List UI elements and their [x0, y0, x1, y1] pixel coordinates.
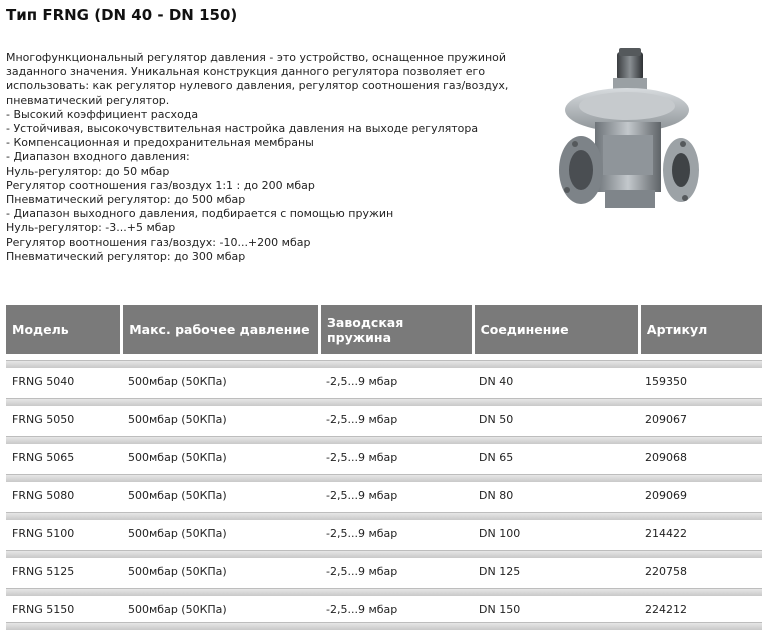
- table-row: [6, 588, 762, 626]
- cell-article: 214422: [645, 527, 687, 540]
- description-line: Нуль-регулятор: -3...+5 мбар: [6, 221, 176, 235]
- cell-spring: -2,5...9 мбар: [326, 375, 398, 388]
- cell-connection: DN 100: [479, 527, 521, 540]
- cell-spring: -2,5...9 мбар: [326, 565, 398, 578]
- description-line: Регулятор воотношения газ/воздух: -10...+200 мбар: [6, 235, 311, 249]
- cell-article: 220758: [645, 565, 687, 578]
- page-title: Тип FRNG (DN 40 - DN 150): [6, 6, 238, 24]
- column-header-model: Модель: [6, 305, 120, 354]
- table-row: [6, 512, 762, 550]
- cell-pressure: 500мбар (50КПа): [128, 451, 227, 464]
- cell-pressure: 500мбар (50КПа): [128, 565, 227, 578]
- cell-connection: DN 125: [479, 565, 521, 578]
- column-header-article: Артикул: [641, 305, 762, 354]
- table-row: [6, 398, 762, 436]
- cell-connection: DN 150: [479, 603, 521, 616]
- specs-table: [6, 305, 762, 626]
- description-line: - Устойчивая, высокочувствительная настройка давления на выходе регулятора: [6, 122, 479, 136]
- cell-article: 209067: [645, 413, 687, 426]
- description-line: - Компенсационная и предохранительная мембраны: [6, 136, 314, 150]
- cell-pressure: 500мбар (50КПа): [128, 489, 227, 502]
- column-header-connection: Соединение: [475, 305, 638, 354]
- cell-article: 209069: [645, 489, 687, 502]
- description-line: пневматический регулятор.: [6, 93, 170, 107]
- cell-model: FRNG 5050: [12, 413, 75, 426]
- cell-model: FRNG 5065: [12, 451, 75, 464]
- column-header-spring: Заводская пружина: [321, 305, 472, 354]
- cell-connection: DN 65: [479, 451, 514, 464]
- cell-model: FRNG 5040: [12, 375, 75, 388]
- description-line: Нуль-регулятор: до 50 мбар: [6, 164, 170, 178]
- cell-spring: -2,5...9 мбар: [326, 527, 398, 540]
- valve-product-image: [545, 40, 705, 240]
- description-line: Пневматический регулятор: до 300 мбар: [6, 249, 246, 263]
- column-header-pressure: Макс. рабочее давление: [123, 305, 318, 354]
- table-row: [6, 550, 762, 588]
- description-line: заданного значения. Уникальная конструкция данного регулятора позволяет его: [6, 65, 486, 79]
- description-line: - Диапазон выходного давления, подбирается с помощью пружин: [6, 207, 394, 221]
- cell-connection: DN 50: [479, 413, 514, 426]
- cell-article: 159350: [645, 375, 687, 388]
- row-separator: [6, 398, 762, 406]
- table-row: [6, 436, 762, 474]
- cell-model: FRNG 5100: [12, 527, 75, 540]
- description-line: использовать: как регулятор нулевого давления, регулятор соотношения газ/воздух,: [6, 79, 509, 93]
- product-description: [6, 51, 511, 264]
- cell-spring: -2,5...9 мбар: [326, 451, 398, 464]
- cell-model: FRNG 5080: [12, 489, 75, 502]
- cell-connection: DN 40: [479, 375, 514, 388]
- cell-pressure: 500мбар (50КПа): [128, 527, 227, 540]
- cell-article: 224212: [645, 603, 687, 616]
- table-row: [6, 360, 762, 398]
- row-separator: [6, 474, 762, 482]
- cell-article: 209068: [645, 451, 687, 464]
- cell-spring: -2,5...9 мбар: [326, 603, 398, 616]
- cell-model: FRNG 5150: [12, 603, 75, 616]
- description-line: - Высокий коэффициент расхода: [6, 107, 199, 121]
- table-header: [6, 305, 762, 354]
- cell-pressure: 500мбар (50КПа): [128, 375, 227, 388]
- row-separator: [6, 436, 762, 444]
- description-line: Многофункциональный регулятор давления - это устройство, оснащенное пружиной: [6, 51, 507, 64]
- cell-model: FRNG 5125: [12, 565, 75, 578]
- description-line: - Диапазон входного давления:: [6, 150, 190, 164]
- table-row: [6, 474, 762, 512]
- row-separator: [6, 588, 762, 596]
- row-separator: [6, 512, 762, 520]
- cell-spring: -2,5...9 мбар: [326, 413, 398, 426]
- cell-spring: -2,5...9 мбар: [326, 489, 398, 502]
- row-separator: [6, 360, 762, 368]
- cell-pressure: 500мбар (50КПа): [128, 413, 227, 426]
- cell-pressure: 500мбар (50КПа): [128, 603, 227, 616]
- cell-connection: DN 80: [479, 489, 514, 502]
- description-line: Пневматический регулятор: до 500 мбар: [6, 193, 246, 207]
- row-separator: [6, 550, 762, 558]
- description-line: Регулятор соотношения газ/воздух 1:1 : до 200 мбар: [6, 178, 315, 192]
- table-bottom-separator: [6, 622, 762, 630]
